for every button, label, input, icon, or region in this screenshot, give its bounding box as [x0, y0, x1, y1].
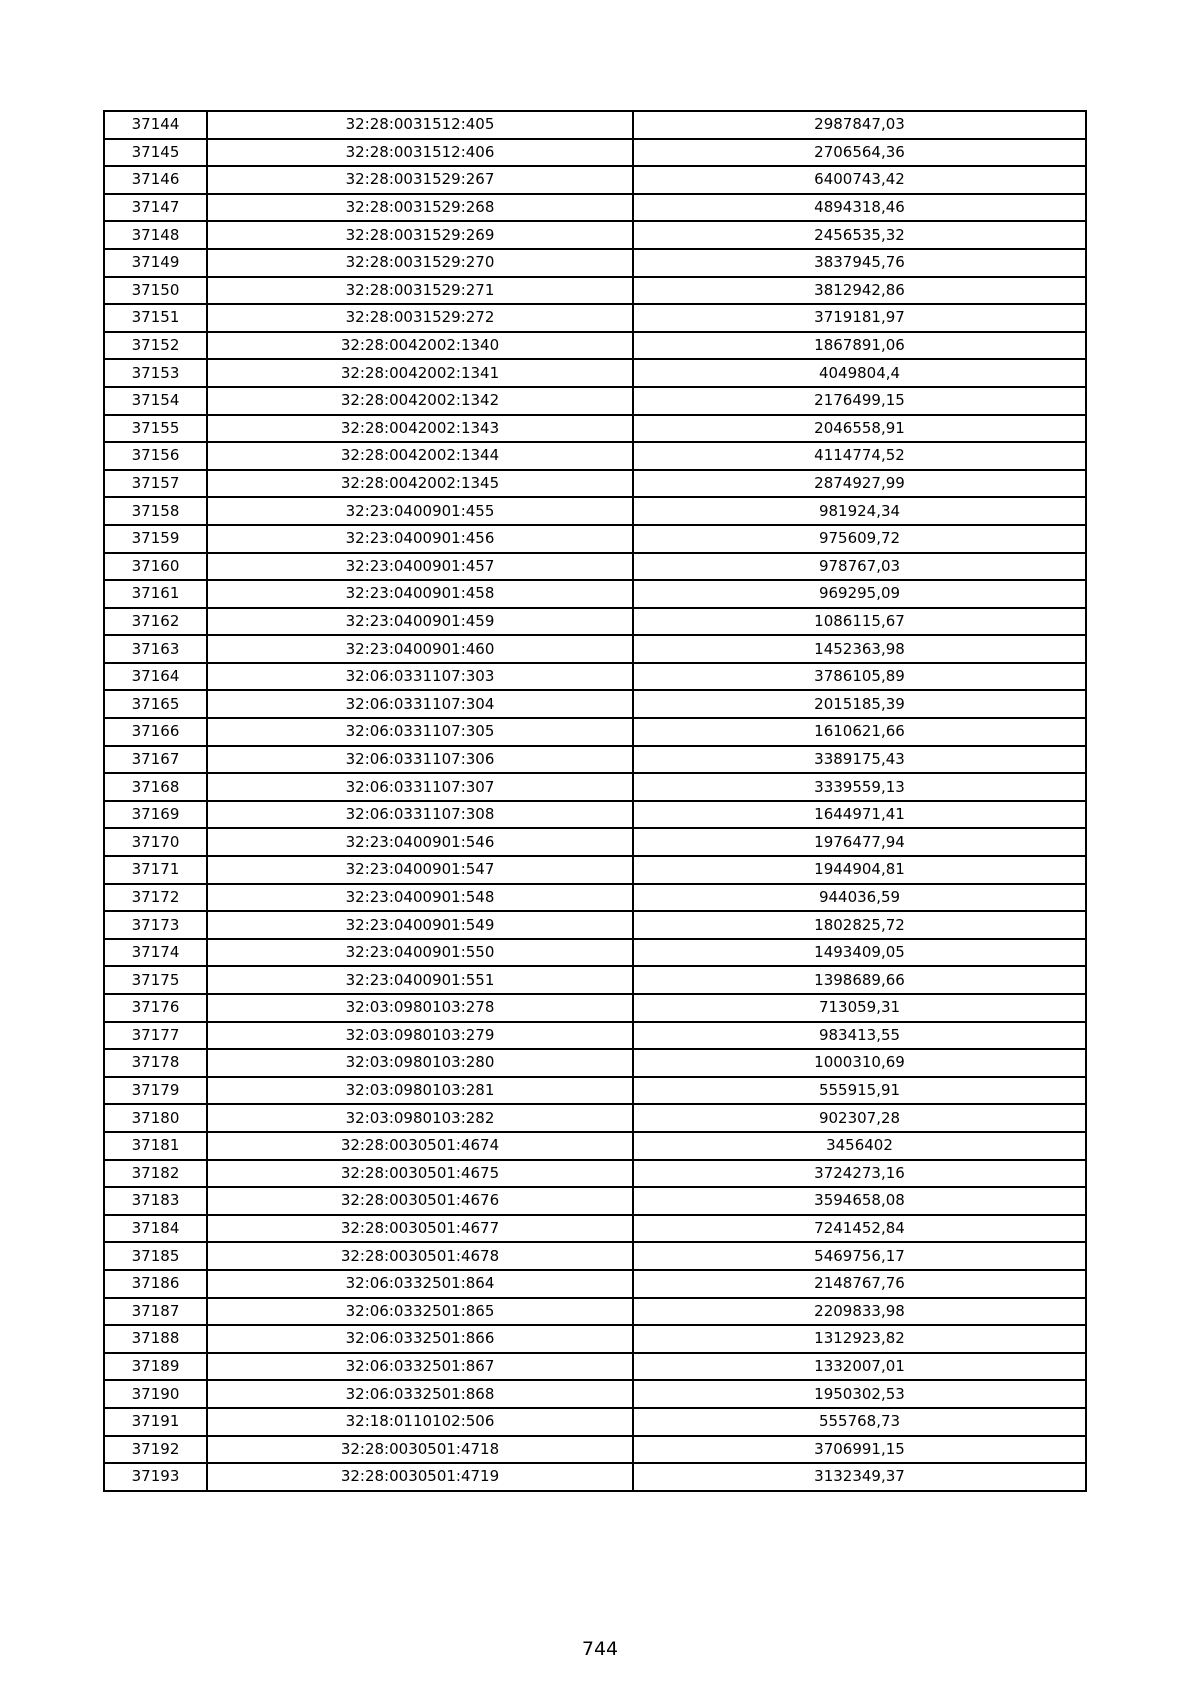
- table-row: [104, 415, 1086, 443]
- cadastral-number-cell: 32:23:0400901:459: [207, 608, 633, 636]
- cadastral-number-cell: 32:23:0400901:457: [207, 553, 633, 581]
- row-number-cell: 37163: [104, 635, 207, 663]
- value-cell: 5469756,17: [633, 1242, 1086, 1270]
- cadastral-number-cell: 32:23:0400901:456: [207, 525, 633, 553]
- row-number-cell: 37146: [104, 166, 207, 194]
- cadastral-number-cell: 32:06:0331107:303: [207, 663, 633, 691]
- table-body: [104, 111, 1086, 1491]
- table-row: [104, 1132, 1086, 1160]
- row-number-cell: 37154: [104, 387, 207, 415]
- row-number-cell: 37156: [104, 442, 207, 470]
- cadastral-number-cell: 32:06:0332501:864: [207, 1270, 633, 1298]
- table-row: [104, 387, 1086, 415]
- table-row: [104, 1160, 1086, 1188]
- row-number-cell: 37164: [104, 663, 207, 691]
- table-row: [104, 139, 1086, 167]
- value-cell: 4894318,46: [633, 194, 1086, 222]
- value-cell: 1644971,41: [633, 801, 1086, 829]
- value-cell: 1452363,98: [633, 635, 1086, 663]
- value-cell: 3719181,97: [633, 304, 1086, 332]
- row-number-cell: 37153: [104, 359, 207, 387]
- table-row: [104, 1049, 1086, 1077]
- value-cell: 3724273,16: [633, 1160, 1086, 1188]
- value-cell: 555768,73: [633, 1408, 1086, 1436]
- table-row: [104, 635, 1086, 663]
- row-number-cell: 37191: [104, 1408, 207, 1436]
- row-number-cell: 37162: [104, 608, 207, 636]
- cadastral-number-cell: 32:28:0031529:268: [207, 194, 633, 222]
- row-number-cell: 37176: [104, 994, 207, 1022]
- value-cell: 555915,91: [633, 1077, 1086, 1105]
- table-row: [104, 1270, 1086, 1298]
- table-row: [104, 608, 1086, 636]
- table-row: [104, 1242, 1086, 1270]
- row-number-cell: 37166: [104, 718, 207, 746]
- cadastral-number-cell: 32:28:0042002:1342: [207, 387, 633, 415]
- value-cell: 6400743,42: [633, 166, 1086, 194]
- row-number-cell: 37161: [104, 580, 207, 608]
- table-row: [104, 166, 1086, 194]
- cadastral-number-cell: 32:28:0031529:272: [207, 304, 633, 332]
- cadastral-number-cell: 32:28:0030501:4719: [207, 1463, 633, 1491]
- cadastral-number-cell: 32:28:0030501:4675: [207, 1160, 633, 1188]
- table-row: [104, 580, 1086, 608]
- cadastral-number-cell: 32:06:0332501:865: [207, 1298, 633, 1326]
- table-row: [104, 249, 1086, 277]
- value-cell: 3132349,37: [633, 1463, 1086, 1491]
- value-cell: 2148767,76: [633, 1270, 1086, 1298]
- cadastral-number-cell: 32:28:0031529:269: [207, 221, 633, 249]
- cadastral-number-cell: 32:06:0331107:307: [207, 773, 633, 801]
- table-row: [104, 994, 1086, 1022]
- cadastral-number-cell: 32:23:0400901:455: [207, 497, 633, 525]
- table-row: [104, 746, 1086, 774]
- value-cell: 983413,55: [633, 1022, 1086, 1050]
- cadastral-number-cell: 32:18:0110102:506: [207, 1408, 633, 1436]
- table-row: [104, 939, 1086, 967]
- value-cell: 3706991,15: [633, 1436, 1086, 1464]
- cadastral-number-cell: 32:28:0031512:405: [207, 111, 633, 139]
- table-row: [104, 1215, 1086, 1243]
- row-number-cell: 37187: [104, 1298, 207, 1326]
- row-number-cell: 37184: [104, 1215, 207, 1243]
- cadastral-number-cell: 32:28:0030501:4676: [207, 1187, 633, 1215]
- cadastral-number-cell: 32:28:0030501:4678: [207, 1242, 633, 1270]
- row-number-cell: 37165: [104, 690, 207, 718]
- row-number-cell: 37172: [104, 884, 207, 912]
- table-row: [104, 277, 1086, 305]
- row-number-cell: 37145: [104, 139, 207, 167]
- value-cell: 2209833,98: [633, 1298, 1086, 1326]
- cadastral-number-cell: 32:23:0400901:548: [207, 884, 633, 912]
- row-number-cell: 37144: [104, 111, 207, 139]
- value-cell: 3456402: [633, 1132, 1086, 1160]
- value-cell: 3594658,08: [633, 1187, 1086, 1215]
- table-row: [104, 856, 1086, 884]
- row-number-cell: 37193: [104, 1463, 207, 1491]
- cadastral-number-cell: 32:06:0332501:866: [207, 1325, 633, 1353]
- row-number-cell: 37168: [104, 773, 207, 801]
- row-number-cell: 37150: [104, 277, 207, 305]
- table-row: [104, 1436, 1086, 1464]
- value-cell: 969295,09: [633, 580, 1086, 608]
- value-cell: 1332007,01: [633, 1353, 1086, 1381]
- table-row: [104, 828, 1086, 856]
- cadastral-number-cell: 32:03:0980103:281: [207, 1077, 633, 1105]
- table-row: [104, 1298, 1086, 1326]
- table-row: [104, 1325, 1086, 1353]
- value-cell: 1944904,81: [633, 856, 1086, 884]
- cadastral-number-cell: 32:28:0042002:1341: [207, 359, 633, 387]
- row-number-cell: 37158: [104, 497, 207, 525]
- table-row: [104, 497, 1086, 525]
- row-number-cell: 37171: [104, 856, 207, 884]
- cadastral-number-cell: 32:06:0332501:867: [207, 1353, 633, 1381]
- row-number-cell: 37190: [104, 1380, 207, 1408]
- cadastral-number-cell: 32:23:0400901:547: [207, 856, 633, 884]
- row-number-cell: 37160: [104, 553, 207, 581]
- row-number-cell: 37179: [104, 1077, 207, 1105]
- row-number-cell: 37178: [104, 1049, 207, 1077]
- table-row: [104, 1104, 1086, 1132]
- value-cell: 1398689,66: [633, 966, 1086, 994]
- row-number-cell: 37157: [104, 470, 207, 498]
- row-number-cell: 37152: [104, 332, 207, 360]
- table-row: [104, 773, 1086, 801]
- row-number-cell: 37174: [104, 939, 207, 967]
- value-cell: 2706564,36: [633, 139, 1086, 167]
- row-number-cell: 37182: [104, 1160, 207, 1188]
- cadastral-number-cell: 32:28:0030501:4674: [207, 1132, 633, 1160]
- value-cell: 3786105,89: [633, 663, 1086, 691]
- cadastral-number-cell: 32:28:0031512:406: [207, 139, 633, 167]
- row-number-cell: 37189: [104, 1353, 207, 1381]
- cadastral-number-cell: 32:23:0400901:458: [207, 580, 633, 608]
- cadastral-number-cell: 32:28:0042002:1343: [207, 415, 633, 443]
- cadastral-number-cell: 32:28:0030501:4677: [207, 1215, 633, 1243]
- row-number-cell: 37185: [104, 1242, 207, 1270]
- table-row: [104, 1463, 1086, 1491]
- table-row: [104, 1187, 1086, 1215]
- table-row: [104, 718, 1086, 746]
- value-cell: 1802825,72: [633, 911, 1086, 939]
- value-cell: 2176499,15: [633, 387, 1086, 415]
- value-cell: 2456535,32: [633, 221, 1086, 249]
- row-number-cell: 37175: [104, 966, 207, 994]
- value-cell: 3389175,43: [633, 746, 1086, 774]
- row-number-cell: 37186: [104, 1270, 207, 1298]
- value-cell: 1086115,67: [633, 608, 1086, 636]
- row-number-cell: 37188: [104, 1325, 207, 1353]
- cadastral-number-cell: 32:28:0030501:4718: [207, 1436, 633, 1464]
- cadastral-number-cell: 32:23:0400901:551: [207, 966, 633, 994]
- row-number-cell: 37192: [104, 1436, 207, 1464]
- value-cell: 7241452,84: [633, 1215, 1086, 1243]
- cadastral-number-cell: 32:06:0332501:868: [207, 1380, 633, 1408]
- row-number-cell: 37167: [104, 746, 207, 774]
- cadastral-number-cell: 32:28:0042002:1344: [207, 442, 633, 470]
- table-row: [104, 111, 1086, 139]
- value-cell: 3339559,13: [633, 773, 1086, 801]
- cadastral-number-cell: 32:03:0980103:280: [207, 1049, 633, 1077]
- row-number-cell: 37159: [104, 525, 207, 553]
- value-cell: 1000310,69: [633, 1049, 1086, 1077]
- table-row: [104, 1353, 1086, 1381]
- value-cell: 2987847,03: [633, 111, 1086, 139]
- row-number-cell: 37151: [104, 304, 207, 332]
- cadastral-number-cell: 32:03:0980103:279: [207, 1022, 633, 1050]
- value-cell: 1867891,06: [633, 332, 1086, 360]
- table-row: [104, 553, 1086, 581]
- table-row: [104, 1380, 1086, 1408]
- table-row: [104, 1077, 1086, 1105]
- value-cell: 975609,72: [633, 525, 1086, 553]
- value-cell: 4049804,4: [633, 359, 1086, 387]
- row-number-cell: 37181: [104, 1132, 207, 1160]
- value-cell: 981924,34: [633, 497, 1086, 525]
- page-number: 744: [581, 1638, 619, 1660]
- table-row: [104, 359, 1086, 387]
- cadastral-number-cell: 32:28:0042002:1345: [207, 470, 633, 498]
- cadastral-number-cell: 32:06:0331107:305: [207, 718, 633, 746]
- table-row: [104, 911, 1086, 939]
- table-row: [104, 1408, 1086, 1436]
- value-cell: 944036,59: [633, 884, 1086, 912]
- table-row: [104, 690, 1086, 718]
- value-cell: 902307,28: [633, 1104, 1086, 1132]
- value-cell: 1950302,53: [633, 1380, 1086, 1408]
- cadastral-number-cell: 32:28:0031529:267: [207, 166, 633, 194]
- row-number-cell: 37147: [104, 194, 207, 222]
- value-cell: 1493409,05: [633, 939, 1086, 967]
- cadastral-number-cell: 32:23:0400901:546: [207, 828, 633, 856]
- cadastral-number-cell: 32:23:0400901:549: [207, 911, 633, 939]
- table-row: [104, 663, 1086, 691]
- row-number-cell: 37169: [104, 801, 207, 829]
- table-row: [104, 525, 1086, 553]
- value-cell: 1976477,94: [633, 828, 1086, 856]
- value-cell: 713059,31: [633, 994, 1086, 1022]
- value-cell: 2046558,91: [633, 415, 1086, 443]
- row-number-cell: 37170: [104, 828, 207, 856]
- cadastral-number-cell: 32:06:0331107:308: [207, 801, 633, 829]
- table-row: [104, 1022, 1086, 1050]
- cadastral-number-cell: 32:03:0980103:278: [207, 994, 633, 1022]
- table-row: [104, 332, 1086, 360]
- value-cell: 3812942,86: [633, 277, 1086, 305]
- table-row: [104, 442, 1086, 470]
- row-number-cell: 37177: [104, 1022, 207, 1050]
- cadastral-number-cell: 32:28:0031529:270: [207, 249, 633, 277]
- table-row: [104, 470, 1086, 498]
- row-number-cell: 37183: [104, 1187, 207, 1215]
- value-cell: 2874927,99: [633, 470, 1086, 498]
- cadastral-number-cell: 32:28:0042002:1340: [207, 332, 633, 360]
- value-cell: 2015185,39: [633, 690, 1086, 718]
- row-number-cell: 37149: [104, 249, 207, 277]
- table-row: [104, 801, 1086, 829]
- cadastral-number-cell: 32:06:0331107:304: [207, 690, 633, 718]
- table-row: [104, 966, 1086, 994]
- cadastral-number-cell: 32:23:0400901:550: [207, 939, 633, 967]
- table-row: [104, 304, 1086, 332]
- cadastral-number-cell: 32:28:0031529:271: [207, 277, 633, 305]
- row-number-cell: 37173: [104, 911, 207, 939]
- table-row: [104, 194, 1086, 222]
- row-number-cell: 37148: [104, 221, 207, 249]
- table-row: [104, 221, 1086, 249]
- value-cell: 3837945,76: [633, 249, 1086, 277]
- value-cell: 978767,03: [633, 553, 1086, 581]
- cadastral-number-cell: 32:06:0331107:306: [207, 746, 633, 774]
- data-table: [103, 110, 1087, 1492]
- row-number-cell: 37155: [104, 415, 207, 443]
- row-number-cell: 37180: [104, 1104, 207, 1132]
- table-row: [104, 884, 1086, 912]
- value-cell: 1312923,82: [633, 1325, 1086, 1353]
- cadastral-number-cell: 32:23:0400901:460: [207, 635, 633, 663]
- cadastral-number-cell: 32:03:0980103:282: [207, 1104, 633, 1132]
- value-cell: 1610621,66: [633, 718, 1086, 746]
- value-cell: 4114774,52: [633, 442, 1086, 470]
